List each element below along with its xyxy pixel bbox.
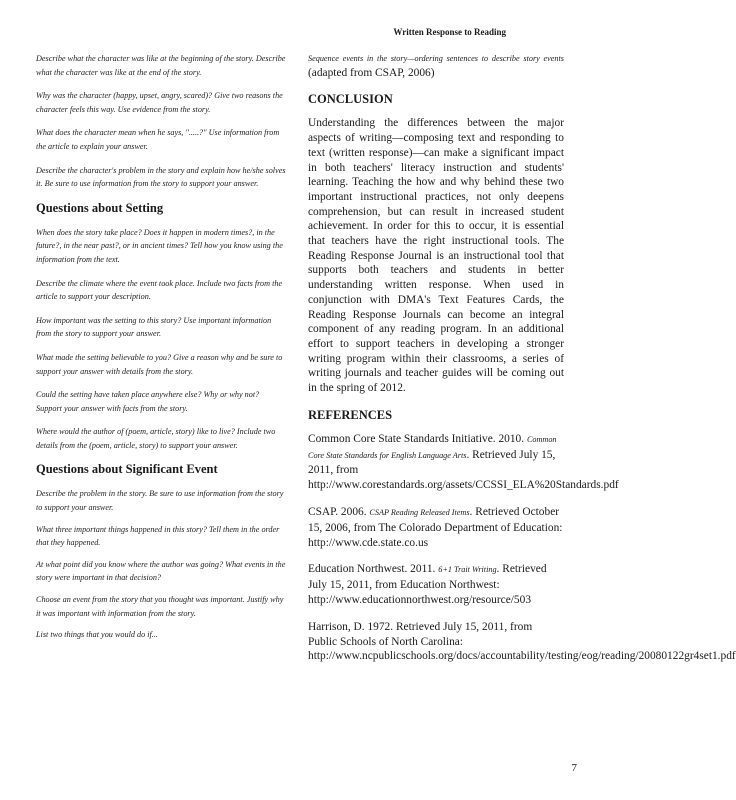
section-heading-setting: Questions about Setting bbox=[36, 200, 164, 215]
reference-text: . Retrieved October 15, 2006, from The Colorado Department of Education: http://www.cde.state.co.us bbox=[308, 505, 563, 549]
section-heading-event: Questions about Significant Event bbox=[36, 462, 218, 477]
reference-title: CSAP Reading Released Items bbox=[369, 507, 470, 517]
question-item: What three important things happened in this story? Tell them in the order that they happened. bbox=[36, 524, 280, 548]
reference-title: Common Core State Standards for English Language Arts bbox=[308, 434, 557, 460]
references-heading: REFERENCES bbox=[308, 407, 393, 422]
question-item: List two things that you would do if... bbox=[36, 630, 158, 640]
page-number: 7 bbox=[571, 762, 577, 774]
reference-text: Education Northwest. 2011. bbox=[308, 563, 439, 576]
question-item: When does the story take place? Does it happen in modern times?, in the future?, in the near past?, or in ancient times? Tell how you know using the information from the text. bbox=[36, 227, 283, 264]
question-item: At what point did you know where the author was going? What events in the story were important in that decision? bbox=[36, 559, 286, 583]
left-column bbox=[36, 52, 286, 650]
reference-text: CSAP. 2006. bbox=[308, 505, 370, 518]
question-item: Describe the problem in the story. Be sure to use information from the story to support your answer. bbox=[36, 489, 284, 513]
question-item: Where would the author of (poem, article, story) like to live? Include two details from the (poem, article, story) to support your answer. bbox=[36, 427, 276, 450]
adapted-note: (adapted from CSAP, 2006) bbox=[308, 66, 435, 79]
question-item: Choose an event from the story that you thought was important. Justify why it was important with information from the story. bbox=[36, 595, 284, 618]
question-item: Describe the climate where the event took place. Include two facts from the article to support your description. bbox=[36, 278, 283, 302]
question-item: What made the setting believable to you? Give a reason why and be sure to support your answer with details from the story. bbox=[36, 352, 283, 376]
reference-text: Harrison, D. 1972. Retrieved July 15, 2011, from Public Schools of North Carolina: http://www.ncpublicschools.org/docs/accountability/testing/eog/reading/20080122gr4set1.pdf bbox=[308, 620, 736, 663]
right-column bbox=[308, 52, 736, 676]
running-header: Written Response to Reading bbox=[393, 27, 506, 37]
reference-text: Common Core State Standards Initiative. 2010. bbox=[308, 432, 527, 445]
question-item: Describe the character's problem in the story and explain how he/she solves it. Be sure to use information from the story to support your answer. bbox=[36, 165, 286, 189]
question-item: Could the setting have taken place anywhere else? Why or why not? Support your answer with facts from the story. bbox=[36, 390, 260, 413]
reference-entry bbox=[308, 562, 564, 607]
reference-entry bbox=[308, 620, 736, 664]
question-item: Describe what the character was like at the beginning of the story. Describe what the character was like at the end of the story. bbox=[36, 54, 286, 77]
conclusion-paragraph: Understanding the differences between the major aspects of writing—composing text and responding to text (written response)—can make a significant impact in both teachers' literacy instruction and students' learning. Teaching the how and why behind these two important instructional practices, not only deepens comprehension, but can result in increased student achievement. In order for this to occur, it is essential that teachers have the right instructional tools. The Reading Response Journal is an instructional tool that supports both teachers and students in better understanding written response. When used in conjunction with DMA's Text Features Cards, the Reading Response Journals can become an integral component of any reading program. In an additional effort to support teachers in developing a stronger writing program within their classrooms, a series of writing journals and teacher guides will be coming out in the spring of 2012. bbox=[308, 117, 564, 395]
reference-entry bbox=[308, 505, 564, 550]
sequence-line: Sequence events in the story—ordering sentences to describe story events bbox=[308, 54, 564, 63]
conclusion-heading: CONCLUSION bbox=[308, 92, 393, 107]
reference-entry bbox=[308, 432, 619, 493]
question-item: What does the character mean when he says, ".....?" Use information from the article to explain your answer. bbox=[36, 128, 280, 151]
reference-text: . Retrieved July 15, 2011, from Education Northwest: http://www.educationnorthwest.org/resource/503 bbox=[308, 563, 547, 606]
reference-title: 6+1 Trait Writing bbox=[438, 565, 497, 575]
reference-text: . Retrieved July 15, 2011, from http://www.corestandards.org/assets/CCSSI_ELA%20Standards.pdf bbox=[308, 448, 619, 492]
question-item: Why was the character (happy, upset, angry, scared)? Give two reasons the character feels this way. Use evidence from the story. bbox=[36, 91, 283, 114]
question-item: How important was the setting to this story? Use important information from the story to support your answer. bbox=[36, 315, 272, 339]
